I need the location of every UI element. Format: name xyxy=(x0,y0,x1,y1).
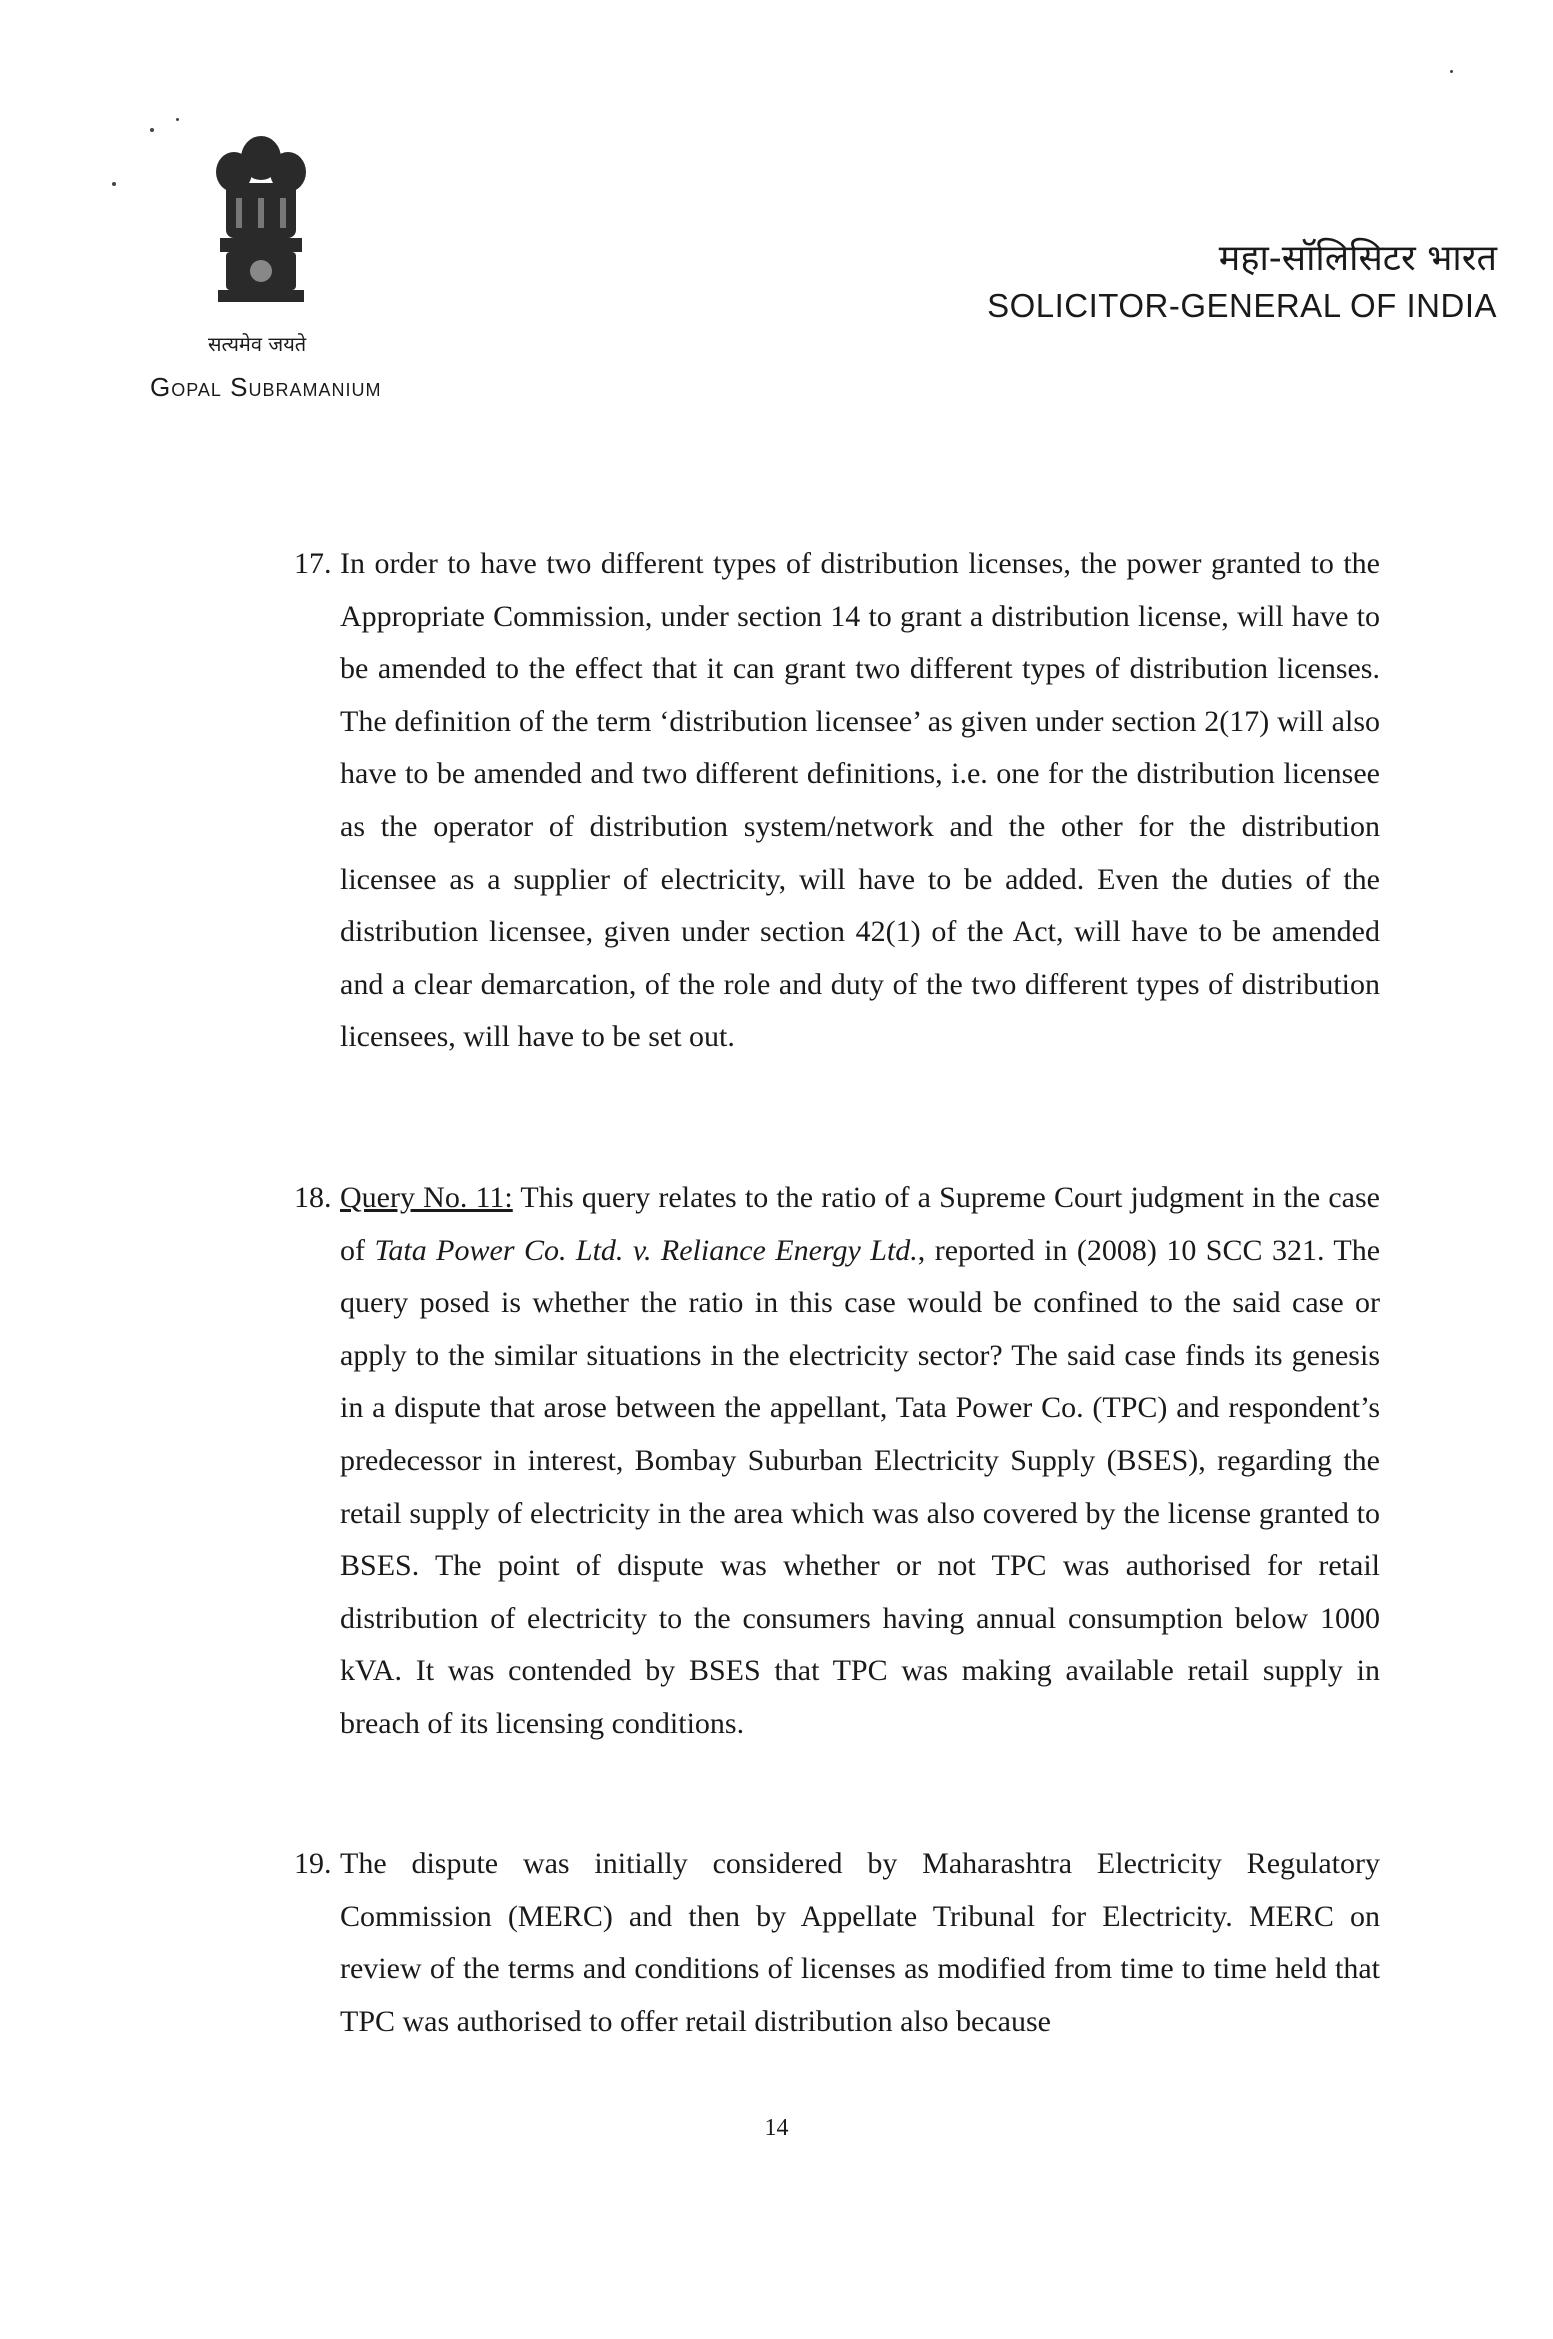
paragraph-number: 19. xyxy=(294,1847,332,1880)
scan-speck xyxy=(112,182,116,186)
author-name: Gopal Subramanium xyxy=(150,372,382,402)
case-name: Tata Power Co. Ltd. v. Reliance Energy Ltd. xyxy=(374,1233,918,1267)
paragraph-text-a: This query relates to the ratio of a Supreme Court judgment in the case of xyxy=(340,1181,1380,1267)
query-heading: Query No. 11: xyxy=(340,1181,513,1214)
office-title xyxy=(987,232,1497,325)
office-title-english: SOLICITOR-GENERAL OF INDIA xyxy=(987,287,1497,324)
paragraph-17 xyxy=(294,538,1380,1064)
paragraph-text-b: , reported in (2008) 10 SCC 321. The query posed is whether the ratio in this case would be confined to the said case or apply to the similar situations in the electricity sector? The said case finds its genesis in a dispute that arose between the appellant, Tata Power Co. (TPC) and respondent’s predecessor in interest, Bombay Suburban Electricity Supply (BSES), regarding the retail supply of electricity in the area which was also covered by the license granted to BSES. The point of dispute was whether or not TPC was authorised for retail distribution of electricity to the consumers having annual consumption below 1000 kVA. It was contended by BSES that TPC was making available retail supply in breach of its licensing conditions. xyxy=(340,1233,1381,1740)
paragraph-19 xyxy=(294,1838,1380,2048)
page-number: 14 xyxy=(764,2115,789,2141)
office-title-hindi: महा-सॉलिसिटर भारत xyxy=(1218,238,1497,279)
scan-speck xyxy=(1450,70,1453,73)
paragraph-text: The dispute was initially considered by Maharashtra Electricity Regulatory Commission (MERC) and then by Appellate Tribunal for Electricity. MERC on review of the terms and conditions of licenses as modified from time to time held that TPC was authorised to offer retail distribution also because xyxy=(340,1847,1380,2038)
scan-speck xyxy=(176,118,179,121)
emblem-motto: सत्यमेव जयते xyxy=(208,332,307,356)
paragraph-number: 17. xyxy=(294,547,332,580)
scan-speck xyxy=(150,128,154,132)
national-emblem-icon xyxy=(196,128,326,328)
paragraph-number: 18. xyxy=(294,1181,332,1214)
paragraph-18 xyxy=(294,1172,1381,1751)
paragraph-text: In order to have two different types of distribution licenses, the power granted to the Appropriate Commission, under section 14 to grant a distribution license, will have to be amended to the effect that it can grant two different types of distribution licenses. The definition of the term ‘distribution licensee’ as given under section 2(17) will also have to be amended and two different definitions, i.e. one for the distribution licensee as the operator of distribution system/network and the other for the distribution licensee as a supplier of electricity, will have to be added. Even the duties of the distribution licensee, given under section 42(1) of the Act, will have to be amended and a clear demarcation, of the role and duty of the two different types of distribution licensees, will have to be set out. xyxy=(340,547,1380,1054)
